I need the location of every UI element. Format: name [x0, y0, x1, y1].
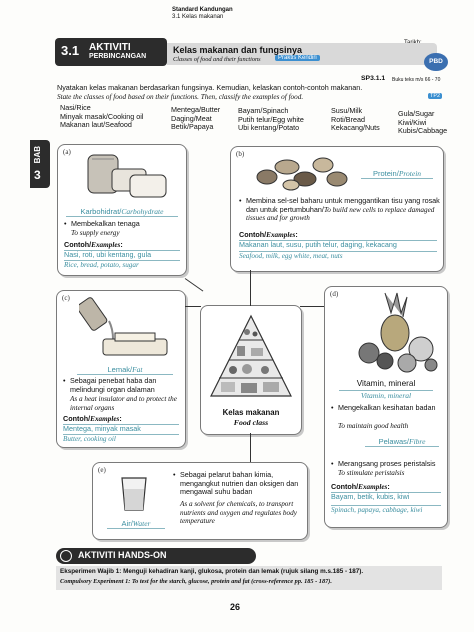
word-bank-item: Minyak masak/Cooking oil	[60, 111, 144, 121]
water-glass-illustration	[119, 475, 149, 513]
box-d-vitamin-fibre	[324, 286, 448, 528]
word-bank-item: Kiwi/Kiwi	[398, 117, 427, 127]
word-bank-col-4	[331, 107, 380, 133]
box-e-function-en: As a solvent for chemicals, to transport nutrients and oxygen and regulates body temperature	[180, 500, 297, 526]
box-c-examples: Mentega, minyak masak	[63, 424, 179, 434]
box-d-tag: (d)	[330, 290, 339, 298]
word-bank-col-1	[60, 104, 144, 130]
box-b-class: Protein/Protein	[361, 169, 433, 179]
word-bank-item: Kubis/Cabbage	[398, 126, 448, 136]
box-a-carbohydrate	[57, 144, 187, 276]
word-bank-item: Kekacang/Nuts	[331, 123, 380, 133]
arrow-to-b	[250, 270, 251, 306]
word-bank-item: Mentega/Butter	[171, 105, 221, 114]
pbd-badge: PBD	[424, 53, 448, 71]
word-bank-item: Betik/Papaya	[171, 122, 214, 132]
box-d-examples: Bayam, betik, kubis, kiwi	[331, 492, 441, 502]
word-bank-item: Daging/Meat	[171, 113, 212, 123]
topic-band	[167, 43, 437, 65]
activity-badge	[55, 38, 167, 66]
box-d-class-en: Vitamin, mineral	[339, 390, 433, 400]
box-d-function-2: • Merangsang proses peristalsis	[331, 460, 450, 469]
box-d-function-1-en: To maintain good health	[338, 422, 409, 430]
instruction-ms: Nyatakan kelas makanan berdasarkan fungsinya. Kemudian, kelaskan contoh-contoh makanan.	[57, 83, 363, 92]
box-d-examples-en: Spinach, papaya, cabbage, kiwi	[331, 505, 441, 515]
arrow-to-c	[185, 306, 201, 307]
sp-reference: Buku teks m/s 66 - 70	[392, 77, 441, 83]
instruction-en: State the classes of food based on their functions. Then, classify the examples of food.	[57, 93, 304, 101]
oil-butter-illustration	[79, 295, 179, 359]
topic-badge: Praktis Kendiri	[275, 55, 320, 61]
page-number: 26	[230, 602, 241, 612]
topic-title: Kelas makanan dan fungsinya	[173, 45, 303, 55]
center-food-class	[200, 305, 302, 435]
box-c-examples-label: Contoh/Examples:	[63, 414, 122, 423]
box-d-function-1: • Mengekalkan kesihatan badan	[331, 404, 450, 413]
word-bank-item: Nasi/Rice	[60, 103, 91, 112]
word-bank-item: Makanan laut/Seafood	[60, 120, 132, 130]
chapter-number: 3	[34, 168, 41, 182]
word-bank-item: Putih telur/Egg white	[238, 114, 304, 124]
hands-on-line-1: Eksperimen Wajib 1: Menguji kehadiran kanji, glukosa, protein dan lemak (rujuk silang m.s.185 - 187).	[60, 568, 364, 575]
box-a-function-en: To supply energy	[71, 229, 120, 237]
box-d-examples-label: Contoh/Examples:	[331, 482, 390, 491]
box-a-class: Karbohidrat/Carbohydrate	[66, 207, 178, 217]
hands-on-line-2: Compulsory Experiment 1: To test for the starch, glucose, protein and fat (cross-reference pp. 185 - 187).	[60, 578, 332, 585]
activity-title-2: PERBINCANGAN	[89, 53, 147, 60]
box-c-fat	[56, 290, 186, 448]
box-b-examples-en: Seafood, milk, egg white, meat, nuts	[239, 251, 437, 261]
box-a-examples-en: Rice, bread, potato, sugar	[64, 260, 180, 270]
activity-title-1: AKTIVITI	[89, 42, 131, 53]
standard-subtitle: 3.1 Kelas makanan	[172, 14, 224, 20]
fruits-illustration	[351, 291, 441, 375]
word-bank-item: Ubi kentang/Potato	[238, 123, 300, 133]
word-bank-col-3	[238, 107, 304, 133]
box-a-examples: Nasi, roti, ubi kentang, gula	[64, 250, 180, 260]
box-a-examples-label: Contoh/Examples:	[64, 240, 123, 249]
sp-code: SP3.1.1	[361, 75, 386, 82]
bread-illustration	[84, 151, 176, 203]
box-b-protein	[230, 146, 444, 272]
box-e-class: Air/Water	[107, 519, 165, 529]
box-e-function: • Sebagai pelarut bahan kimia, mengangkut nutrien dan oksigen dan mengawal suhu badan	[173, 471, 308, 497]
word-bank-item: Susu/Milk	[331, 106, 363, 115]
power-icon	[60, 550, 72, 562]
box-e-water	[92, 462, 308, 540]
box-a-function: • Membekalkan tenaga	[64, 220, 187, 229]
chapter-label: BAB	[33, 146, 42, 164]
box-a-tag: (a)	[63, 148, 71, 156]
hands-on-band	[56, 566, 442, 590]
box-b-examples: Makanan laut, susu, putih telur, daging, kekacang	[239, 240, 437, 250]
box-c-tag: (c)	[62, 294, 70, 302]
box-c-function-en: As a heat insulator and to protect the internal organs	[70, 395, 177, 412]
word-bank-col-2	[171, 106, 220, 132]
box-c-class: Lemak/Fat	[77, 365, 173, 375]
box-b-tag: (b)	[236, 150, 245, 158]
box-c-function: • Sebagai penebat haba dan melindungi organ dalaman	[63, 377, 188, 394]
arrow-to-e	[250, 433, 251, 465]
chapter-tab	[30, 140, 50, 188]
word-bank-item: Roti/Bread	[331, 114, 365, 124]
hands-on-banner	[56, 548, 256, 564]
food-pyramid-illustration	[207, 312, 295, 402]
box-b-examples-label: Contoh/Examples:	[239, 230, 298, 239]
hands-on-title: AKTIVITI HANDS-ON	[78, 550, 167, 560]
center-label: Kelas makanan	[222, 408, 280, 417]
center-label-en: Food class	[233, 418, 269, 427]
tp-badge: TP2	[430, 93, 441, 99]
word-bank-col-5	[398, 110, 447, 136]
box-e-tag: (e)	[98, 466, 106, 474]
box-d-function-2-en: To stimulate peristalsis	[338, 469, 405, 477]
box-d-class: Vitamin, mineral	[356, 379, 416, 388]
arrow-to-d	[300, 306, 326, 307]
activity-number: 3.1	[61, 43, 80, 58]
box-b-function: • Membina sel-sel baharu untuk menggantikan tisu yang rosak dan untuk pertumbuhan/To build new cells to replace damaged tissues and for growth	[239, 197, 444, 223]
word-bank-item: Bayam/Spinach	[238, 106, 289, 115]
arrow-to-a	[185, 278, 204, 292]
nuts-illustration	[253, 149, 351, 193]
box-d-class-2: Pelawas/Fibre	[365, 437, 439, 447]
standard-title: Standard Kandungan	[172, 7, 233, 13]
topic-title-en: Classes of food and their functions	[173, 56, 261, 63]
box-c-examples-en: Butter, cooking oil	[63, 434, 179, 444]
word-bank-item: Gula/Sugar	[398, 109, 435, 118]
